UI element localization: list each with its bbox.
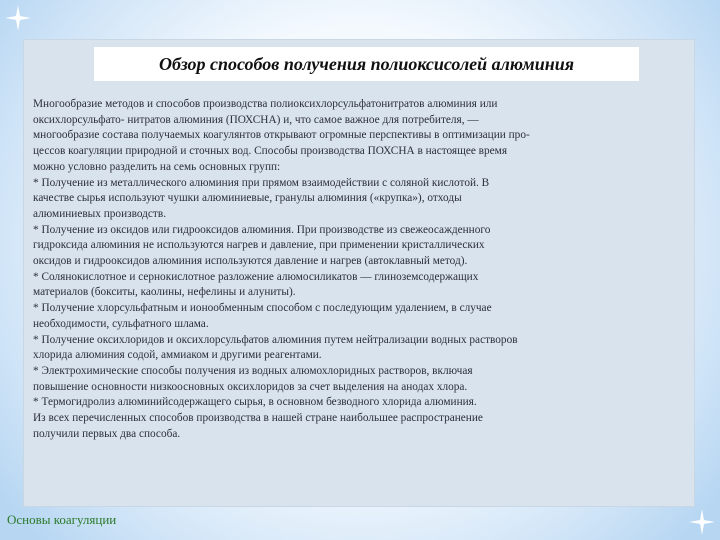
- text-line: повышение основности низкоосновных оксихлоридов за счет выделения на анодах хлора.: [33, 380, 468, 393]
- text-line: * Получение хлорсульфатным и ионообменным способом с последующим удалением, в случае: [33, 302, 492, 315]
- text-line: оксихлорсульфато- нитратов алюминия (ПОХСНА) и, что самое важное для потребителя, —: [33, 113, 479, 126]
- text-line: можно условно разделить на семь основных групп:: [33, 160, 281, 173]
- text-line: * Получение из оксидов или гидрооксидов алюминия. При производстве из свежеосажденного: [33, 223, 491, 236]
- text-line: получили первых два способа.: [33, 427, 181, 440]
- scanned-document: [24, 40, 694, 506]
- text-line: * Термогидролиз алюминийсодержащего сырья, в основном безводного хлорида алюминия.: [33, 396, 477, 409]
- text-line: цессов коагуляции природной и сточных вод. Способы производства ПОХСНА в настоящее время: [33, 145, 508, 158]
- text-line: * Получение оксихлоридов и оксихлорсульфатов алюминия путем нейтрализации водных растворов: [33, 333, 518, 346]
- text-line: алюминиевых производств.: [33, 207, 167, 220]
- text-line: многообразие состава получаемых коагулянтов открывают огромные перспективы в оптимизации про-: [33, 129, 530, 142]
- text-line: материалов (бокситы, каолины, нефелины и алуниты).: [33, 286, 296, 299]
- text-line: качестве сырья используют чушки алюминиевые, гранулы алюминия («крупка»), отходы: [33, 192, 462, 205]
- text-line: хлорида алюминия содой, аммиаком и другими реагентами.: [33, 349, 322, 362]
- text-line: * Солянокислотное и сернокислотное разложение алюмосиликатов — глиноземсодержащих: [33, 270, 479, 283]
- title-box: [94, 47, 639, 81]
- text-line: Многообразие методов и способов производства полиоксихлорсульфатонитратов алюминия или: [33, 98, 498, 110]
- footer-label: Основы коагуляции: [7, 512, 117, 527]
- text-line: оксидов и гидрооксидов алюминия используются давление и нагрев (автоклавный метод).: [33, 255, 468, 268]
- text-line: гидроксида алюминия не используются нагрев и давление, при применении кристаллических: [33, 239, 485, 252]
- body-text: [33, 97, 685, 442]
- slide-title: Обзор способов получения полиоксисолей алюминия: [158, 53, 574, 74]
- sparkle-icon: [688, 508, 716, 536]
- text-line: * Получение из металлического алюминия при прямом взаимодействии с соляной кислотой. В: [33, 176, 490, 189]
- text-line: * Электрохимические способы получения из водных алюмохлоридных растворов, включая: [33, 364, 473, 377]
- text-line: Из всех перечисленных способов производства в нашей стране наибольшее распространение: [33, 412, 483, 425]
- text-line: необходимости, сульфатного шлама.: [33, 317, 209, 330]
- sparkle-icon: [4, 4, 32, 32]
